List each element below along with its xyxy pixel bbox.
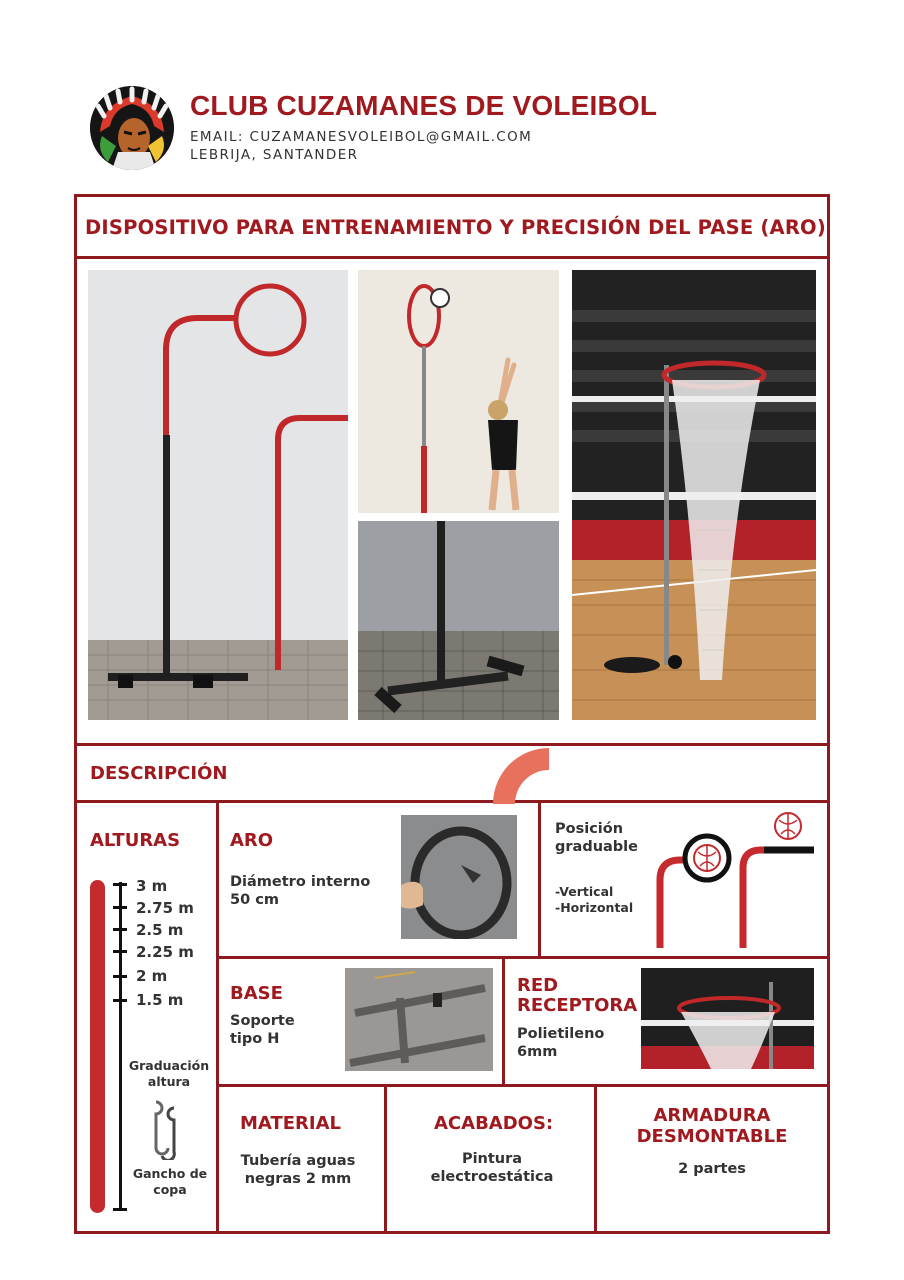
red-text: Polietileno 6mm xyxy=(517,1026,605,1060)
acabados-text: Pintura electroestática xyxy=(430,1151,554,1185)
aro-divider xyxy=(538,800,541,958)
chief-logo-icon xyxy=(90,86,174,170)
base-divider xyxy=(502,956,505,1086)
frame-bottom-line xyxy=(74,1231,830,1234)
acabados-divider xyxy=(594,1084,597,1234)
row2-bottom-line xyxy=(218,1084,827,1087)
height-tick-label: 2.25 m xyxy=(136,943,194,961)
height-tick-label: 1.5 m xyxy=(136,991,184,1009)
photo-receiving-net xyxy=(641,968,814,1069)
page-title: DISPOSITIVO PARA ENTRENAMIENTO Y PRECISIÓN DEL PASE (ARO) xyxy=(85,216,826,239)
material-heading: MATERIAL xyxy=(240,1113,341,1134)
description-heading: DESCRIPCIÓN xyxy=(90,763,228,784)
photos-bottom-line xyxy=(74,743,830,746)
height-tick-label: 3 m xyxy=(136,877,168,895)
height-tick-label: 2 m xyxy=(136,967,168,985)
aro-text: Diámetro interno 50 cm xyxy=(230,874,371,908)
photo-player-serving xyxy=(358,270,559,513)
club-name: CLUB CUZAMANES DE VOLEIBOL xyxy=(190,90,658,121)
height-tick-label: 2.5 m xyxy=(136,921,184,939)
red-heading: RED RECEPTORA xyxy=(517,975,638,1016)
height-bar xyxy=(90,880,105,1213)
graduation-label: Graduación altura xyxy=(128,1058,210,1089)
tick-mark xyxy=(113,928,127,931)
photo-hoop-ring xyxy=(401,815,517,939)
base-text: Soporte tipo H xyxy=(230,1013,295,1047)
posicion-option-horizontal: -Horizontal xyxy=(555,900,634,915)
title-bottom-line xyxy=(74,256,830,259)
tick-mark xyxy=(113,883,127,886)
tick-mark xyxy=(113,950,127,953)
club-location: LEBRIJA, SANTANDER xyxy=(190,147,359,163)
frame-top-line xyxy=(74,194,830,197)
position-diagram xyxy=(652,808,822,952)
material-text: Tubería aguas negras 2 mm xyxy=(240,1153,356,1187)
aro-heading: ARO xyxy=(230,830,274,851)
photo-net-on-court xyxy=(572,270,816,720)
posicion-option-vertical: -Vertical xyxy=(555,884,614,899)
alturas-heading: ALTURAS xyxy=(90,830,181,851)
hook-icon xyxy=(146,1098,186,1160)
material-divider xyxy=(384,1084,387,1234)
tick-mark xyxy=(113,1208,127,1211)
club-email: EMAIL: CUZAMANESVOLEIBOL@GMAIL.COM xyxy=(190,129,533,145)
tick-mark xyxy=(113,975,127,978)
tick-mark xyxy=(113,906,127,909)
photo-h-base xyxy=(358,521,559,720)
acabados-heading: ACABADOS: xyxy=(434,1113,554,1134)
armadura-text: 2 partes xyxy=(678,1161,746,1177)
posicion-heading: Posición graduable xyxy=(555,821,638,855)
height-tick-label: 2.75 m xyxy=(136,899,194,917)
photo-hoop-stand-wall xyxy=(88,270,348,720)
armadura-heading: ARMADURA DESMONTABLE xyxy=(636,1105,788,1147)
row1-bottom-line xyxy=(218,956,830,959)
hook-label: Gancho de copa xyxy=(132,1166,208,1197)
frame-right-line xyxy=(827,194,830,1234)
base-heading: BASE xyxy=(230,983,283,1004)
salmon-arc-decoration xyxy=(493,748,549,804)
photo-h-base-frame xyxy=(345,968,493,1071)
club-logo xyxy=(90,86,174,170)
height-scale-axis xyxy=(119,882,122,1210)
alturas-divider xyxy=(216,800,219,1234)
tick-mark xyxy=(113,999,127,1002)
frame-left-line xyxy=(74,194,77,1234)
description-bottom-line xyxy=(74,800,830,803)
